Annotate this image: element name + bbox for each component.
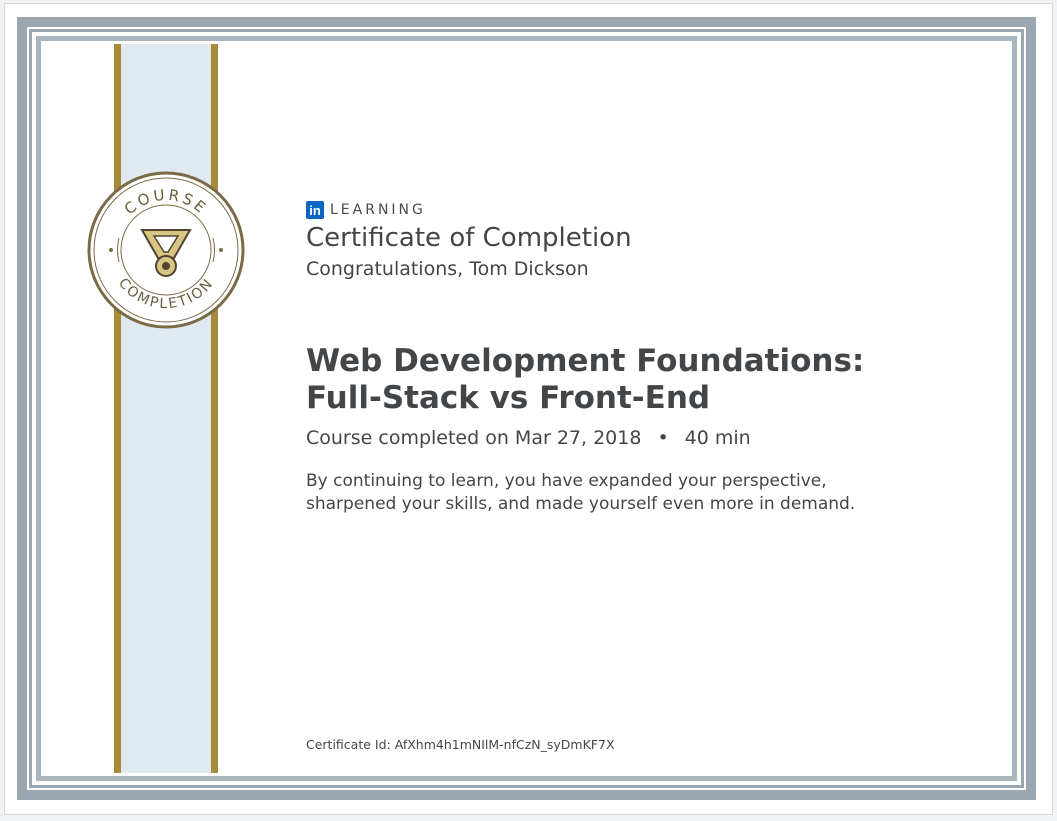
description-line-1: By continuing to learn, you have expanded your perspective, xyxy=(306,471,827,491)
certificate-id: Certificate Id: AfXhm4h1mNIlM-nfCzN_syDmKF7X xyxy=(306,737,615,752)
description-line-2: sharpened your skills, and made yourself even more in demand. xyxy=(306,494,856,514)
separator-dot: • xyxy=(657,427,669,449)
certificate-heading: Certificate of Completion xyxy=(306,223,632,253)
seal-bottom-text: COMPLETION xyxy=(114,275,218,313)
linkedin-learning-brand xyxy=(306,201,426,219)
completion-meta xyxy=(306,427,751,449)
linkedin-logo-icon: in xyxy=(306,201,324,219)
congratulations-text: Congratulations, Tom Dickson xyxy=(306,258,589,280)
course-title xyxy=(306,343,946,417)
seal-icon xyxy=(86,170,246,330)
course-completion-seal xyxy=(86,170,246,330)
course-title-line-2: Full-Stack vs Front-End xyxy=(306,380,711,416)
completion-date: Course completed on Mar 27, 2018 xyxy=(306,427,642,449)
description xyxy=(306,470,926,516)
side-ribbon xyxy=(114,44,218,773)
course-duration: 40 min xyxy=(684,427,751,449)
course-title-line-1: Web Development Foundations: xyxy=(306,343,865,379)
learning-label: LEARNING xyxy=(330,202,426,218)
seal-top-text: COURSE xyxy=(120,185,212,219)
